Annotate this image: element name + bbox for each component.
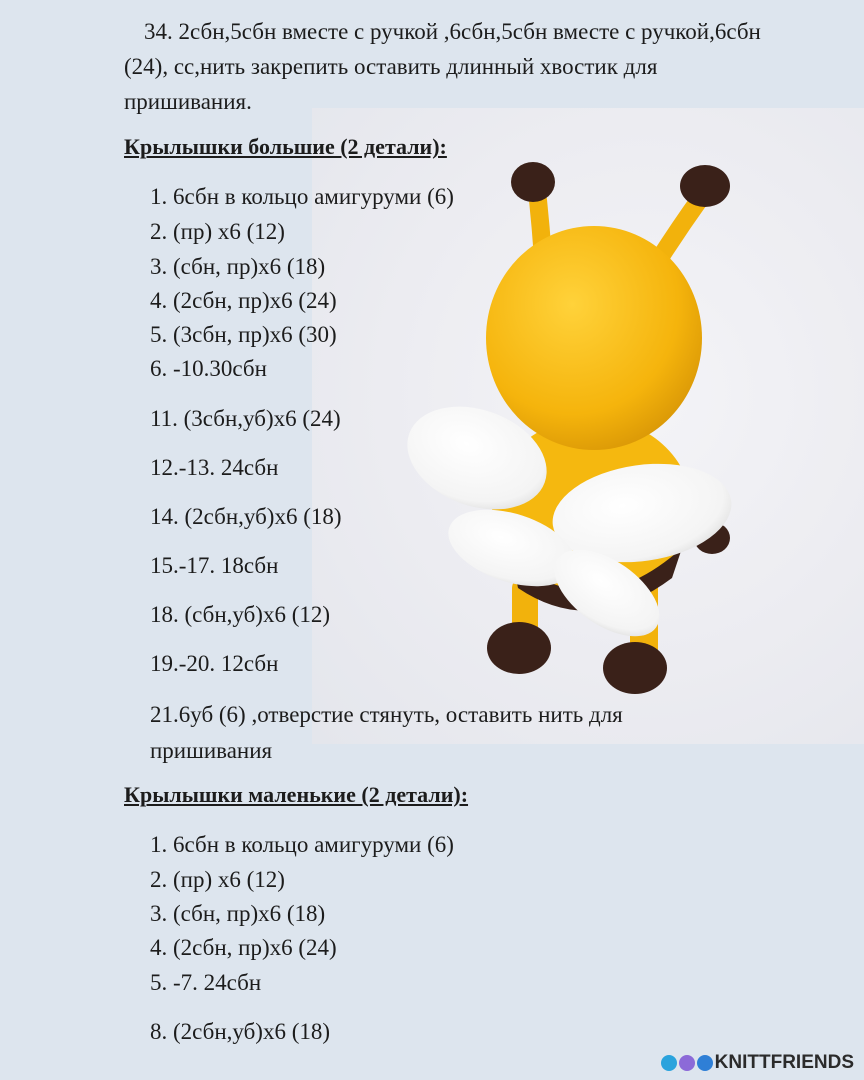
- large-wings-step: 21.6уб (6) ,отверстие стянуть, оставить нить для пришивания: [150, 702, 623, 763]
- large-wings-heading: Крылышки большие (2 детали):: [124, 134, 447, 159]
- large-wings-step: 6. -10.30сбн: [150, 356, 267, 381]
- large-wings-step: 19.-20. 12сбн: [150, 651, 279, 676]
- odnoklassniki-icon: [679, 1055, 695, 1071]
- small-wings-step: 2. (пр) х6 (12): [150, 867, 285, 892]
- large-wings-step: 11. (3сбн,уб)х6 (24): [150, 406, 341, 431]
- brand-watermark: [661, 1052, 854, 1074]
- large-wings-step: 4. (2сбн, пр)х6 (24): [150, 288, 337, 313]
- brand-name: KNITTFRIENDS: [714, 1052, 854, 1073]
- large-wings-step: 3. (сбн, пр)х6 (18): [150, 254, 326, 279]
- vk-icon: [697, 1055, 713, 1071]
- large-wings-step: 12.-13. 24сбн: [150, 455, 279, 480]
- small-wings-step: 5. -7. 24сбн: [150, 970, 262, 995]
- telegram-icon: [661, 1055, 677, 1071]
- large-wings-step: 1. 6сбн в кольцо амигуруми (6): [150, 184, 454, 209]
- large-wings-step: 14. (2сбн,уб)х6 (18): [150, 504, 342, 529]
- intro-paragraph: 34. 2сбн,5сбн вместе с ручкой ,6сбн,5сбн вместе с ручкой,6сбн (24), сс,нить закрепить оставить длинный хвостик для пришивания.: [124, 19, 761, 114]
- large-wings-step: 15.-17. 18сбн: [150, 553, 279, 578]
- small-wings-step: 1. 6сбн в кольцо амигуруми (6): [150, 832, 454, 857]
- small-wings-step: 4. (2сбн, пр)х6 (24): [150, 935, 337, 960]
- large-wings-step: 18. (сбн,уб)х6 (12): [150, 602, 331, 627]
- small-wings-heading: Крылышки маленькие (2 детали):: [124, 782, 469, 807]
- large-wings-step: 5. (3сбн, пр)х6 (30): [150, 322, 337, 347]
- small-wings-step: 3. (сбн, пр)х6 (18): [150, 901, 326, 926]
- large-wings-step: 2. (пр) х6 (12): [150, 219, 285, 244]
- small-wings-step: 8. (2сбн,уб)х6 (18): [150, 1019, 331, 1044]
